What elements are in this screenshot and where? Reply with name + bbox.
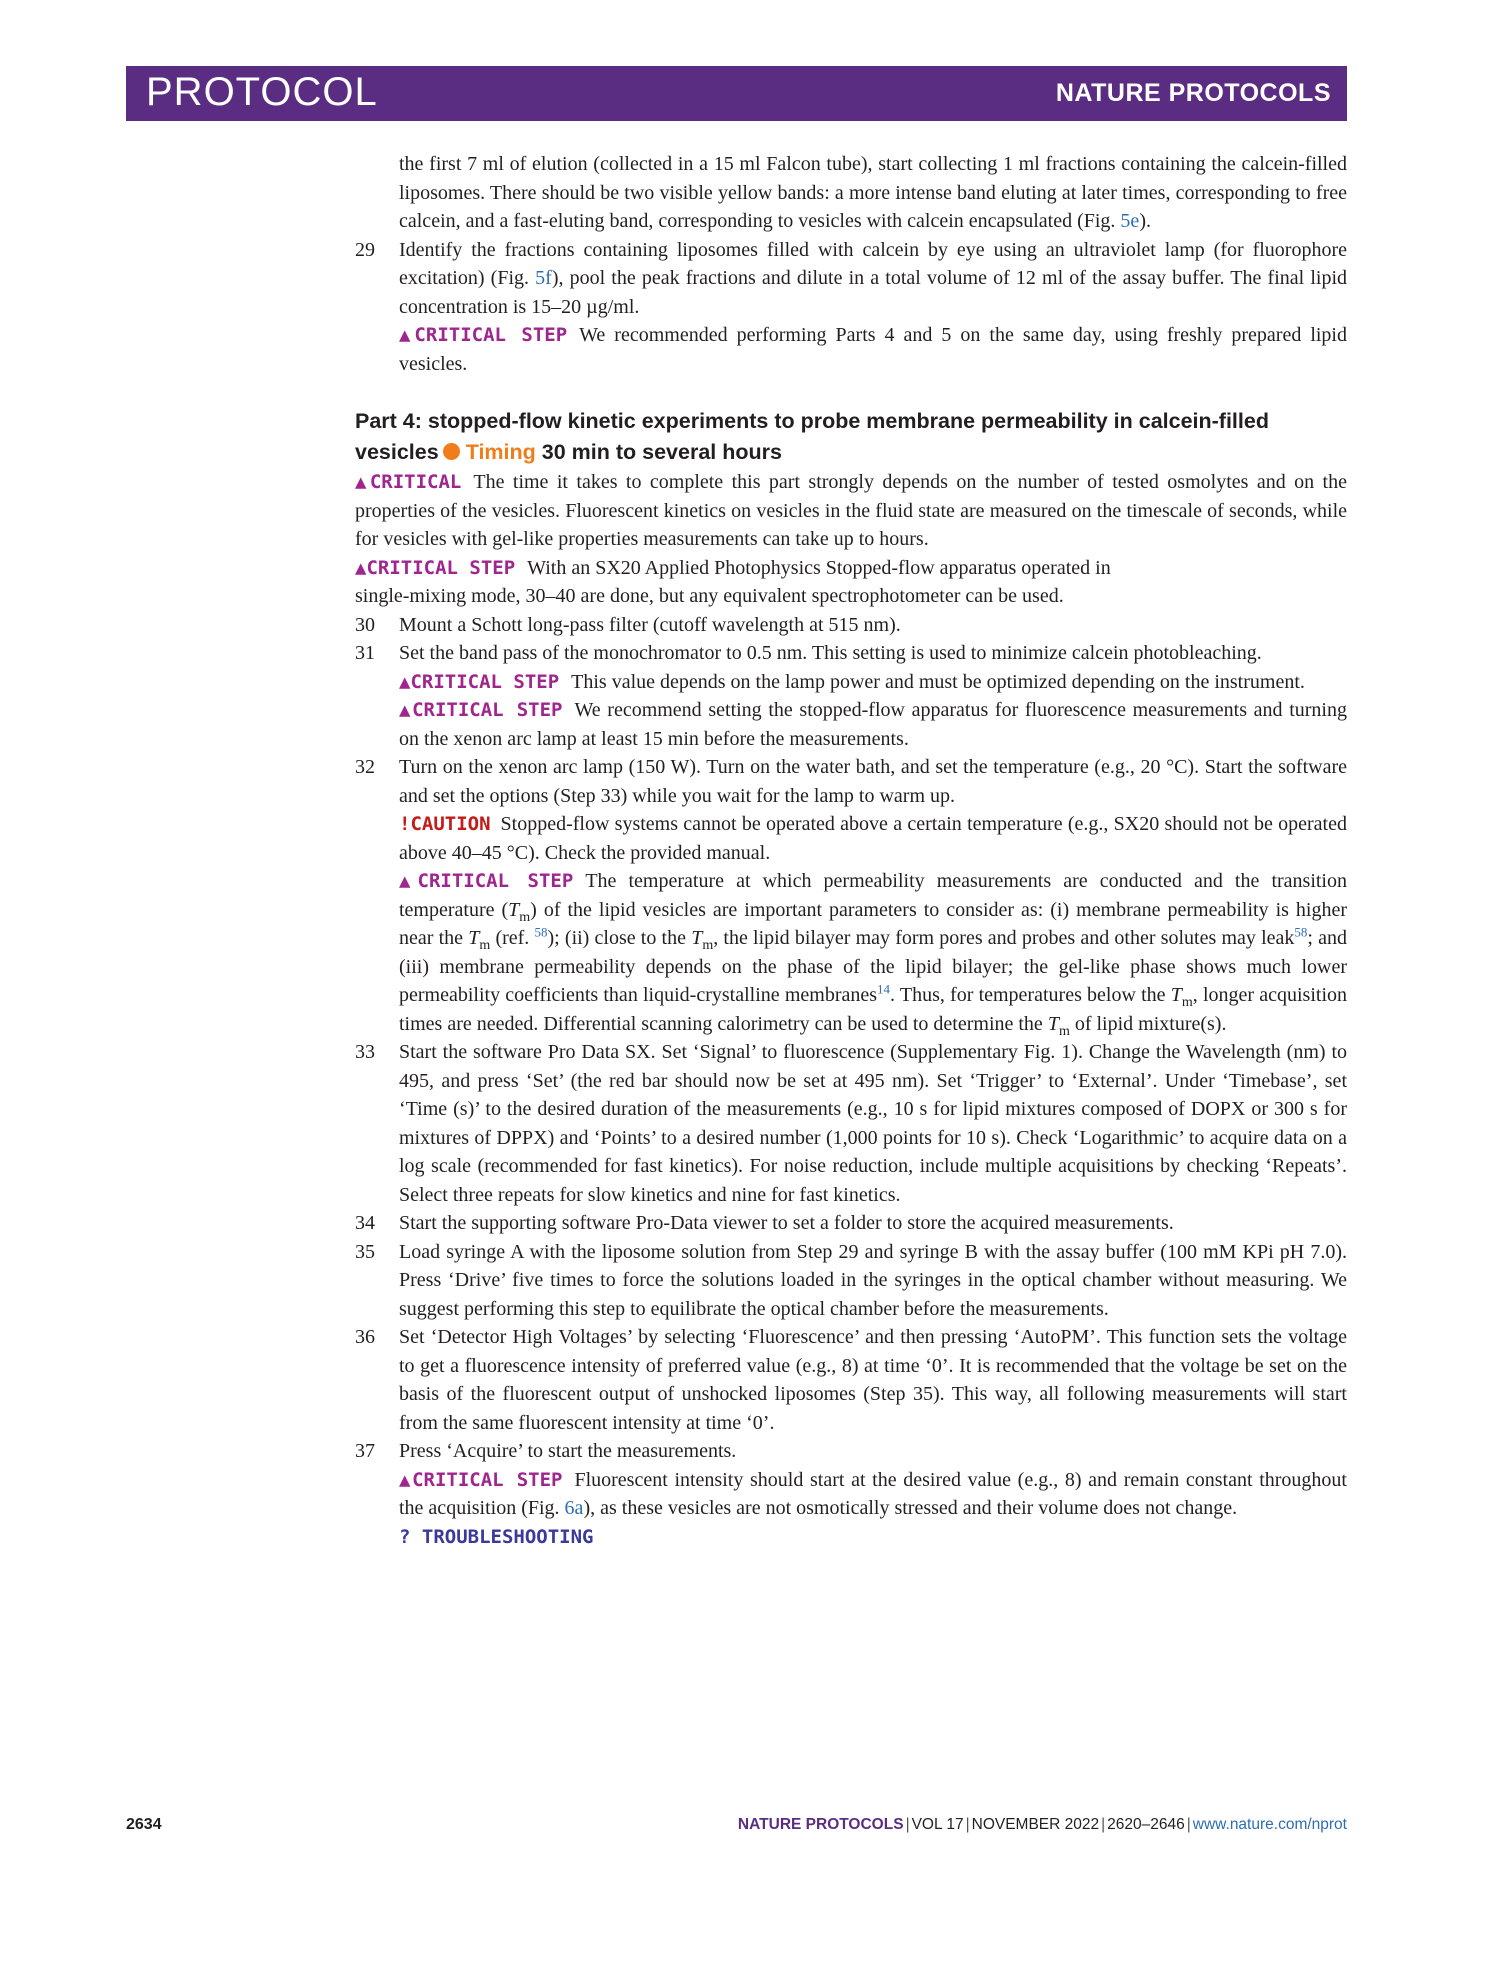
caution-label: !CAUTION: [399, 813, 491, 835]
reference-link[interactable]: 58: [534, 924, 548, 940]
critical-step-label: ▲CRITICAL STEP: [399, 1468, 563, 1491]
timing-label: Timing: [465, 440, 536, 464]
main-content: [355, 150, 1348, 1551]
figure-link[interactable]: 5e: [1120, 210, 1140, 232]
footer-journal: NATURE PROTOCOLS: [737, 1816, 904, 1833]
part-heading: Part 4: stopped-flow kinetic experiments to probe membrane permeability in calcein-filled vesicles Timing 30 min to several hours: [355, 409, 1269, 464]
figure-link[interactable]: 6a: [564, 1497, 584, 1519]
critical-step-label: ▲CRITICAL STEP: [355, 556, 516, 579]
critical-step-note: ▲CRITICAL STEP We recommend setting the stopped-flow apparatus for fluorescence measurements and turning on the xenon arc lamp at least 15 min before the measurements.: [399, 699, 1347, 750]
critical-note: ▲CRITICAL The time it takes to complete this part strongly depends on the number of tested osmolytes and on the properties of the vesicles. Fluorescent kinetics on vesicles in the fluid state are measured on the timescale of seconds, while for vesicles with gel-like properties measurements can take up to hours.: [355, 471, 1347, 550]
step-number: 31: [355, 642, 375, 664]
step-number: 30: [355, 613, 375, 636]
step-32: 32 Turn on the xenon arc lamp (150 W). Turn on the water bath, and set the temperature (e.g., 20 °C). Start the software and set the options (Step 33) while you wait for the lamp to warm up. !CAUTION Stopped-flow systems cannot be operated above a certain temperature (e.g., SX20 should not be operated above 40–45 °C). Check the provided manual. ▲CRITICAL STEP The temperature at which permeability measurements are conducted and the transition temperature $(T_m)$ of the lipid vesicles are important parameters to consider as: (i) membrane permeability is higher near the $T_m$ (ref. $^{58}$); (ii) close to the $T_m$, the lipid bilayer may form pores and probes and other solutes may leak$^{58}$; and (iii) membrane permeability depends on the phase of the lipid bilayer; the gel-like phase shows much lower permeability coefficients than liquid-crystalline membranes$^{14}$. Thus, for temperatures below the $T_m$, longer acquisition times are needed. Differential scanning calorimetry can be used to determine the $T_m$ of lipid mixture(s).: [399, 753, 1347, 1038]
step-30: 30 Mount a Schott long-pass filter (cutoff wavelength at 515 nm).: [399, 611, 1347, 640]
critical-step-note: ▲CRITICAL STEP The temperature at which permeability measurements are conducted and the transition temperature $(T_m)$ of the lipid vesicles are important parameters to consider as: (i) membrane permeability is higher near the $T_m$ (ref. $^{58}$); (ii) close to the $T_m$, the lipid bilayer may form pores and probes and other solutes may leak$^{58}$; and (iii) membrane permeability depends on the phase of the lipid bilayer; the gel-like phase shows much lower permeability coefficients than liquid-crystalline membranes$^{14}$. Thus, for temperatures below the $T_m$, longer acquisition times are needed. Differential scanning calorimetry can be used to determine the $T_m$ of lipid mixture(s).: [399, 870, 1348, 1039]
critical-step-note: ▲CRITICAL STEP We recommended performing Parts 4 and 5 on the same day, using freshly prepared lipid vesicles.: [399, 324, 1347, 375]
page-number: 2634: [126, 1816, 162, 1833]
footer-volume: VOL 17: [911, 1816, 964, 1833]
footer-date: NOVEMBER 2022: [971, 1816, 1100, 1833]
critical-step-label: ▲CRITICAL STEP: [399, 699, 563, 721]
step-number: 29: [355, 238, 375, 261]
reference-link[interactable]: 58: [1294, 924, 1308, 940]
troubleshooting-label[interactable]: ? TROUBLESHOOTING: [399, 1525, 594, 1548]
step-33: 33 Start the software Pro Data SX. Set ‘Signal’ to fluorescence (Supplementary Fig. 1). Change the Wavelength (nm) to 495, and press ‘Set’ (the red bar should now be set at 495 nm). Set ‘Trigger’ to ‘External’. Under ‘Timebase’, set ‘Time (s)’ to the desired duration of the measurements (e.g., 10 s for lipid mixtures composed of DOPX or 300 s for mixtures of DPPX) and ‘Points’ to a desired number (1,000 points for 10 s). Check ‘Logarithmic’ to acquire data on a log scale (recommended for fast kinetics). For noise reduction, include multiple acquisitions by checking ‘Repeats’. Select three repeats for slow kinetics and nine for fast kinetics.: [399, 1038, 1347, 1209]
critical-step-label: ▲CRITICAL STEP: [399, 670, 560, 693]
timing-dot-icon: [443, 443, 460, 460]
step-number: 37: [355, 1440, 375, 1462]
critical-step-label: ▲CRITICAL STEP: [399, 870, 574, 892]
critical-step-label: ▲CRITICAL STEP: [399, 324, 568, 346]
section-label: PROTOCOL: [146, 70, 378, 114]
continued-paragraph: the first 7 ml of elution (collected in a 15 ml Falcon tube), start collecting 1 ml fractions containing the calcein-filled liposomes. There should be two visible yellow bands: a more intense band eluting at later times, corresponding to free calcein, and a fast-eluting band, corresponding to vesicles with calcein encapsulated (Fig. 5e).: [399, 153, 1347, 232]
step-36: 36 Set ‘Detector High Voltages’ by selecting ‘Fluorescence’ and then pressing ‘AutoPM’. This function sets the voltage to get a fluorescence intensity of preferred value (e.g., 8) at time ‘0’. It is recommended that the voltage be set on the basis of the fluorescent output of unshocked liposomes (Step 35). This way, all following measurements will start from the same fluorescent intensity at time ‘0’.: [399, 1323, 1347, 1437]
step-number: 36: [355, 1326, 375, 1348]
step-31: 31 Set the band pass of the monochromator to 0.5 nm. This setting is used to minimize calcein photobleaching. ▲CRITICAL STEP This value depends on the lamp power and must be optimized depending on the instrument. ▲CRITICAL STEP We recommend setting the stopped-flow apparatus for fluorescence measurements and turning on the xenon arc lamp at least 15 min before the measurements.: [399, 639, 1347, 753]
page-header: [126, 66, 1347, 121]
critical-step-note: ▲CRITICAL STEP Fluorescent intensity should start at the desired value (e.g., 8) and remain constant throughout the acquisition (Fig. 6a), as these vesicles are not osmotically stressed and their volume does not change.: [399, 1468, 1347, 1519]
footer-citation: NATURE PROTOCOLS | VOL 17 | NOVEMBER 2022 | 2620–2646 | www.nature.com/nprot: [737, 1816, 1347, 1833]
critical-step-note: ▲CRITICAL STEP This value depends on the lamp power and must be optimized depending on the instrument.: [399, 670, 1305, 693]
step-34: 34 Start the supporting software Pro-Data viewer to set a folder to store the acquired measurements.: [399, 1209, 1347, 1238]
step-35: 35 Load syringe A with the liposome solution from Step 29 and syringe B with the assay buffer (100 mM KPi pH 7.0). Press ‘Drive’ five times to force the solutions loaded in the syringes in the optical chamber without measuring. We suggest performing this step to equilibrate the optical chamber before the measurements.: [399, 1238, 1347, 1324]
troubleshooting-note: [399, 1523, 1347, 1552]
caution-note: !CAUTION Stopped-flow systems cannot be operated above a certain temperature (e.g., SX20 should not be operated above 40–45 °C). Check the provided manual.: [399, 813, 1347, 864]
step-29: 29 Identify the fractions containing liposomes filled with calcein by eye using an ultraviolet lamp (for fluorophore excitation) (Fig. 5f), pool the peak fractions and dilute in a total volume of 12 ml of the assay buffer. The final lipid concentration is 15–20 µg/ml. ▲CRITICAL STEP We recommended performing Parts 4 and 5 on the same day, using freshly prepared lipid vesicles.: [399, 236, 1347, 379]
journal-label: NATURE PROTOCOLS: [1055, 79, 1331, 107]
footer-url[interactable]: www.nature.com/nprot: [1192, 1816, 1347, 1833]
part-4-section: [355, 406, 1347, 611]
step-37: 37 Press ‘Acquire’ to start the measurements. ▲CRITICAL STEP Fluorescent intensity should start at the desired value (e.g., 8) and remain constant throughout the acquisition (Fig. 6a), as these vesicles are not osmotically stressed and their volume does not change. ? TROUBLESHOOTING: [399, 1437, 1347, 1551]
step-number: 34: [355, 1212, 375, 1234]
figure-link[interactable]: 5f: [535, 267, 552, 289]
critical-step-note: ▲CRITICAL STEP With an SX20 Applied Photophysics Stopped-flow apparatus operated in single-mixing mode, 30–40 are done, but any equivalent spectrophotometer can be used.: [355, 556, 1111, 607]
critical-label: ▲CRITICAL: [355, 471, 462, 493]
step-number: 32: [355, 756, 375, 778]
timing-value: 30 min to several hours: [541, 440, 782, 464]
step-number: 35: [355, 1240, 375, 1263]
step-number: 33: [355, 1041, 375, 1063]
footer-pages: 2620–2646: [1107, 1816, 1185, 1833]
reference-link[interactable]: 14: [877, 981, 891, 997]
